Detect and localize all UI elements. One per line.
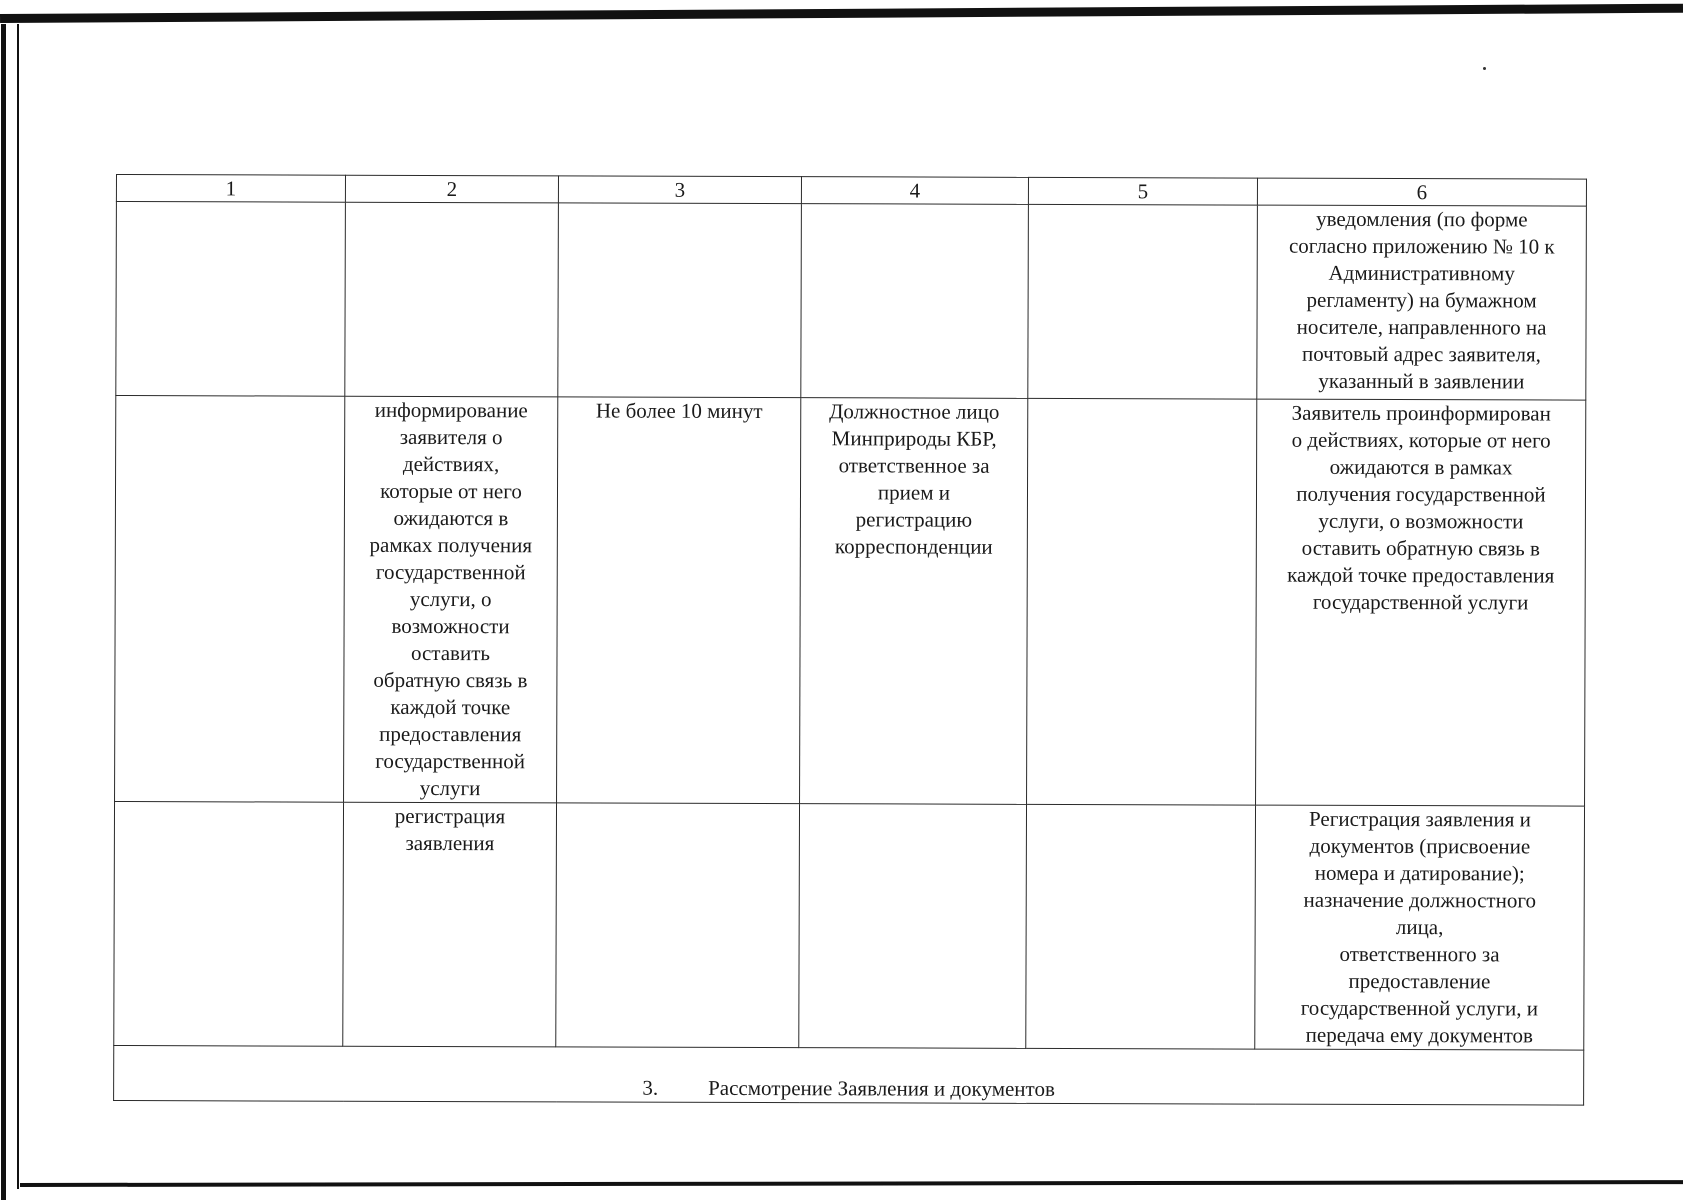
header-cell-5: 5 — [1028, 177, 1257, 205]
section-row — [114, 1045, 1584, 1105]
table-cell — [114, 801, 344, 1046]
table-cell — [1027, 398, 1257, 805]
scan-edge-top — [0, 4, 1683, 23]
table-cell — [556, 803, 800, 1048]
result-cell: уведомления (по форме согласно приложению № 10 к Административному регламенту) на бумажном носителе, направленного на почтовый адрес заявителя, указанный в заявлении — [1257, 205, 1587, 400]
table-row — [116, 202, 1587, 401]
table-cell — [116, 202, 346, 397]
table-cell — [801, 204, 1029, 399]
header-cell-4: 4 — [801, 177, 1028, 205]
table-cell — [1026, 804, 1256, 1049]
responsible-cell: Должностное лицо Минприроды КБР, ответственное за прием и регистрацию корреспонденции — [800, 398, 1028, 805]
table-row — [114, 801, 1585, 1050]
procedure-table — [113, 174, 1587, 1106]
duration-cell: Не более 10 минут — [557, 397, 801, 804]
table-row — [115, 396, 1586, 807]
table-cell — [115, 396, 345, 803]
section-heading — [114, 1045, 1584, 1105]
table-cell — [799, 804, 1027, 1049]
table-cell — [345, 202, 559, 397]
header-cell-2: 2 — [345, 175, 558, 203]
section-title: Рассмотрение Заявления и документов — [708, 1075, 1055, 1101]
scan-edge-left-inner — [17, 24, 19, 1189]
result-cell: Регистрация заявления и документов (присвоение номера и датирование); назначение должностного лица, ответственного за предоставление государственной услуги, и передача ему документов — [1255, 805, 1585, 1050]
header-cell-1: 1 — [116, 175, 345, 203]
section-number: 3. — [642, 1075, 659, 1100]
table-cell — [1028, 204, 1258, 399]
scan-speck — [1483, 67, 1486, 70]
header-cell-6: 6 — [1257, 178, 1586, 206]
header-cell-3: 3 — [558, 176, 801, 204]
table-cell — [558, 203, 802, 398]
action-cell: информирование заявителя о действиях, которые от него ожидаются в рамках получения государственной услуги, о возможности оставить обратную связь в каждой точке предоставления государственной услуги — [344, 396, 558, 803]
scan-edge-left — [1, 24, 6, 1200]
scan-edge-bottom — [20, 1180, 1683, 1187]
result-cell: Заявитель проинформирован о действиях, которые от него ожидаются в рамках получения государственной услуги, о возможности оставить обратную связь в каждой точке предоставления государственной услуги — [1256, 399, 1586, 806]
action-cell: регистрация заявления — [343, 802, 557, 1047]
